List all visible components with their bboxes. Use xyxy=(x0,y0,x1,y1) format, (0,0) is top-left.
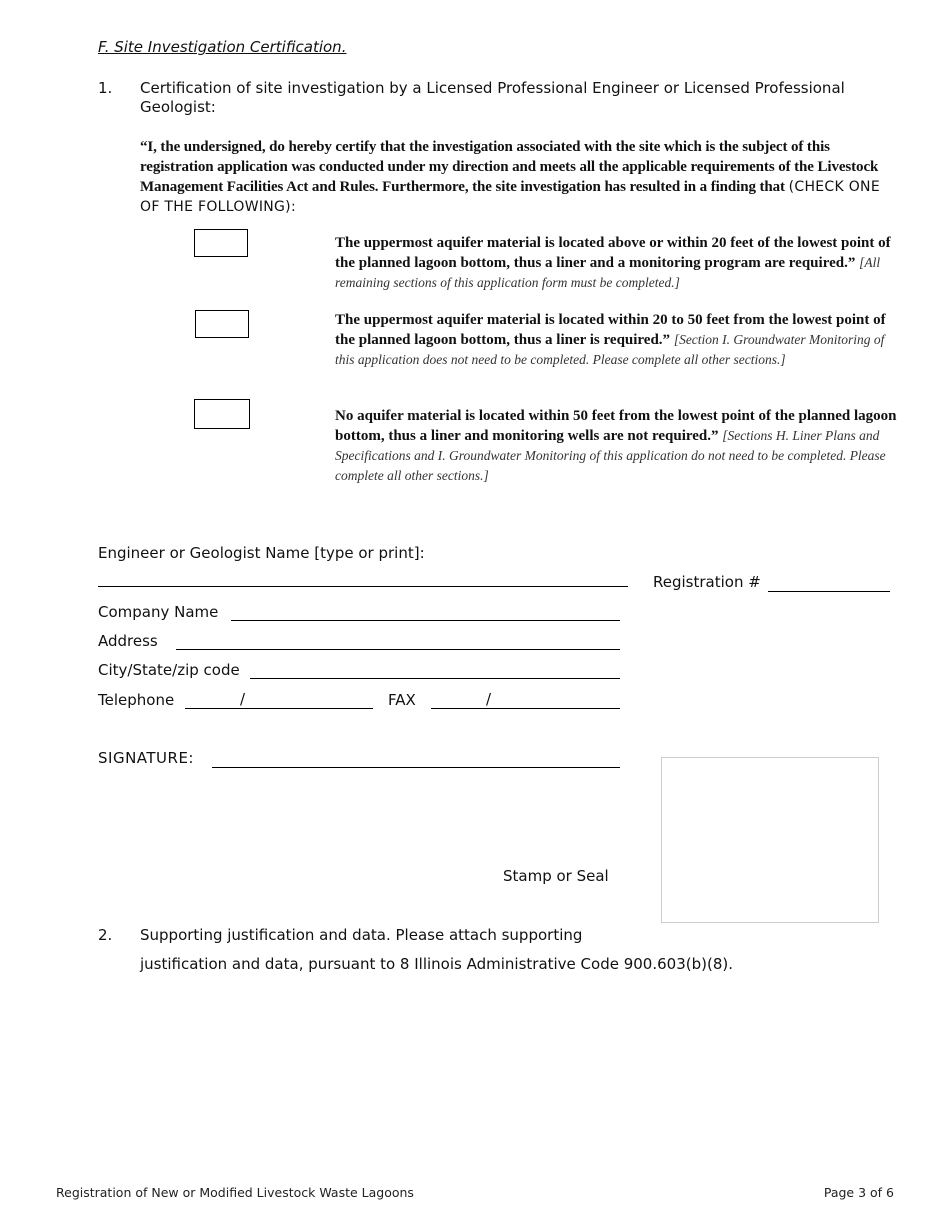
option-3-note: [Sections H. Liner Plans and Specifications and I. Groundwater Monitoring of this application do not need to be completed. Please complete all other sections.] xyxy=(335,428,886,483)
address-field[interactable] xyxy=(176,649,620,650)
fax-slash: / xyxy=(486,690,492,708)
signature-label: SIGNATURE: xyxy=(98,749,194,767)
item-1-text: Certification of site investigation by a Licensed Professional Engineer or Licensed Professional Geologist: xyxy=(140,79,845,116)
item-2-number: 2. xyxy=(98,926,113,944)
option-1-text xyxy=(335,234,900,293)
registration-field[interactable] xyxy=(768,591,890,592)
section-heading: F. Site Investigation Certification. xyxy=(98,38,347,56)
certification-quote: “I, the undersigned, do hereby certify that the investigation associated with the site which is the subject of this registration application was conducted under my direction and meets all the applicable requirements of the Livestock Management Facilities Act and Rules. Furthermore, the site investigation has resulted in a finding that xyxy=(140,139,879,195)
engineer-name-label: Engineer or Geologist Name [type or print]: xyxy=(98,544,425,562)
option-1-note: [All remaining sections of this application form must be completed.] xyxy=(335,255,881,290)
certification-statement xyxy=(140,137,900,217)
company-name-field[interactable] xyxy=(231,620,620,621)
engineer-name-field[interactable] xyxy=(98,586,628,587)
footer-page-number: Page 3 of 6 xyxy=(823,1185,894,1200)
stamp-seal-label: Stamp or Seal xyxy=(503,867,609,885)
item-1-number: 1. xyxy=(98,79,113,97)
address-label: Address xyxy=(98,632,158,650)
signature-field[interactable] xyxy=(212,767,620,768)
footer-document-title: Registration of New or Modified Livestock Waste Lagoons xyxy=(56,1185,414,1200)
fax-field[interactable] xyxy=(431,708,620,709)
item-2-line-1: Supporting justification and data. Please attach supporting xyxy=(140,926,583,944)
stamp-seal-box xyxy=(661,757,879,923)
telephone-label: Telephone xyxy=(98,691,175,709)
option-2-text xyxy=(335,311,900,370)
option-3-text xyxy=(335,407,900,486)
option-2-statement: The uppermost aquifer material is located within 20 to 50 feet from the lowest point of the planned lagoon bottom, thus a liner is required.” xyxy=(335,312,886,348)
city-state-zip-label: City/State/zip code xyxy=(98,661,240,679)
city-state-zip-field[interactable] xyxy=(250,678,620,679)
check-one-instruction: (CHECK ONE OF THE FOLLOWING): xyxy=(140,179,880,215)
option-1-statement: The uppermost aquifer material is located above or within 20 feet of the lowest point of the planned lagoon bottom, thus a liner and a monitoring program are required.” xyxy=(335,235,891,271)
telephone-slash: / xyxy=(240,690,246,708)
option-3-checkbox[interactable] xyxy=(194,399,250,429)
item-2-line-2: justification and data, pursuant to 8 Illinois Administrative Code 900.603(b)(8). xyxy=(140,955,733,973)
fax-label: FAX xyxy=(388,691,416,709)
option-3-statement: No aquifer material is located within 50 feet from the lowest point of the planned lagoon bottom, thus a liner and monitoring wells are not required.” xyxy=(335,408,897,444)
option-1-checkbox[interactable] xyxy=(194,229,248,257)
company-name-label: Company Name xyxy=(98,603,219,621)
telephone-field[interactable] xyxy=(185,708,373,709)
option-2-checkbox[interactable] xyxy=(195,310,249,338)
option-2-note: [Section I. Groundwater Monitoring of this application does not need to be completed. Please complete all other sections.] xyxy=(335,332,885,367)
registration-label: Registration # xyxy=(653,573,761,591)
